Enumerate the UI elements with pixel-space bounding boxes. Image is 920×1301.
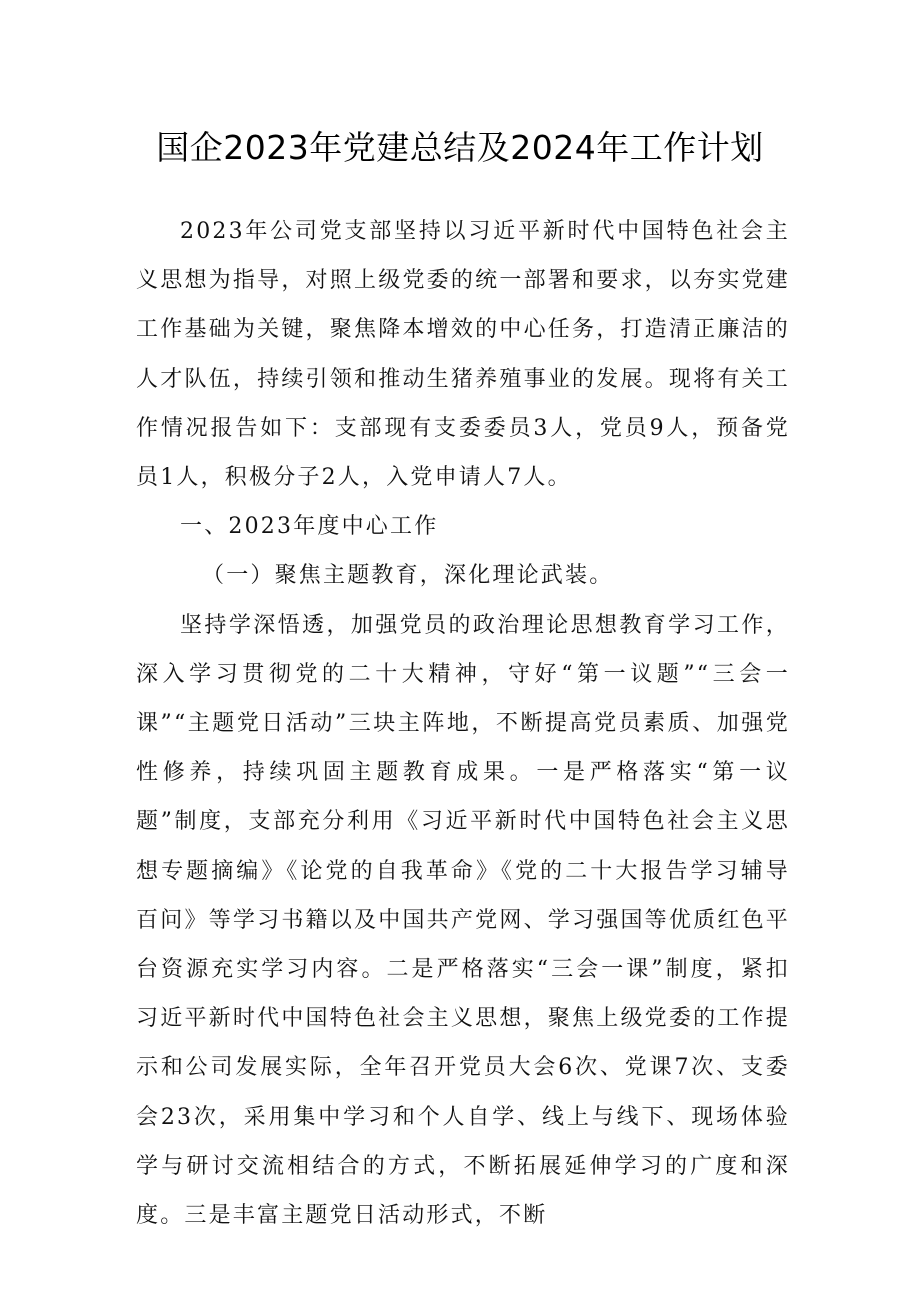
- document-body: [136, 207, 790, 1240]
- section-heading: 一、2023年度中心工作: [180, 514, 439, 540]
- document-title: 国企2023年党建总结及2024年工作计划: [156, 128, 764, 167]
- subsection-heading: （一）聚焦主题教育，深化理论武装。: [202, 563, 614, 589]
- intro-paragraph: 2023年公司党支部坚持以习近平新时代中国特色社会主义思想为指导，对照上级党委的统一部署和要求，以夯实党建工作基础为关键，聚焦降本增效的中心任务，打造清正廉洁的人才队伍，持续引领和推动生猪养殖事业的发展。现将有关工作情况报告如下：支部现有支委委员3人，党员9人，预备党员1人，积极分子2人，入党申请人7人。: [136, 219, 790, 491]
- body-paragraph: 坚持学深悟透，加强党员的政治理论思想教育学习工作，深入学习贯彻党的二十大精神，守好“第一议题”“三会一课”“主题党日活动”三块主阵地，不断提高党员素质、加强党性修养，持续巩固主题教育成果。一是严格落实“第一议题”制度，支部充分利用《习近平新时代中国特色社会主义思想专题摘编》《论党的自我革命》《党的二十大报告学习辅导百问》等学习书籍以及中国共产党网、学习强国等优质红色平台资源充实学习内容。二是严格落实“三会一课”制度，紧扣习近平新时代中国特色社会主义思想，聚焦上级党委的工作提示和公司发展实际，全年召开党员大会6次、党课7次、支委会23次，采用集中学习和个人自学、线上与线下、现场体验学与研讨交流相结合的方式，不断拓展延伸学习的广度和深度。三是丰富主题党日活动形式，不断: [136, 612, 790, 1229]
